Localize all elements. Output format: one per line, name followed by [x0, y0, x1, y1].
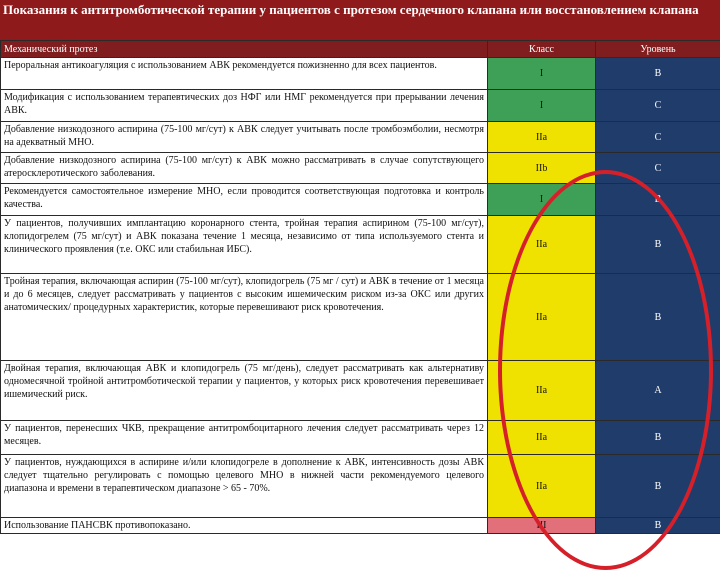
table-row: [1, 455, 720, 518]
row-class: I: [488, 58, 596, 90]
row-text: Двойная терапия, включающая АВК и клопидогрель (75 мг/день), следует рассматривать как альтернативу одномесячной тройной антитромботической терапии у пациентов, у которых риск кровотечения перевешивает ишемический риск.: [1, 361, 488, 421]
row-level: B: [596, 518, 720, 534]
row-level: B: [596, 274, 720, 361]
row-level: B: [596, 58, 720, 90]
row-text: У пациентов, перенесших ЧКВ, прекращение антитромбоцитарного лечения следует рассматривать через 12 месяцев.: [1, 421, 488, 455]
row-text: Пероральная антикоагуляция с использованием АВК рекомендуется пожизненно для всех пациентов.: [1, 58, 488, 90]
row-text: Добавление низкодозного аспирина (75-100 мг/сут) к АВК можно рассматривать в случае сопутствующего атеросклеротического заболевания.: [1, 153, 488, 184]
row-class: IIa: [488, 421, 596, 455]
table-row: [1, 216, 720, 274]
row-text: Модификация с использованием терапевтических доз НФГ или НМГ рекомендуется при прерывании лечения АВК.: [1, 90, 488, 122]
row-class: IIa: [488, 216, 596, 274]
row-text: У пациентов, нуждающихся в аспирине и/или клопидогреле в дополнение к АВК, интенсивность дозы АВК следует тщательно регулировать с помощью целевого МНО в нижней части рекомендуемого целевого диапазона и времени в терапевтическом диапазоне > 65 - 70%.: [1, 455, 488, 518]
row-text: Рекомендуется самостоятельное измерение МНО, если проводится соответствующая подготовка и контроль качества.: [1, 184, 488, 216]
row-text: Добавление низкодозного аспирина (75-100 мг/сут) к АВК следует учитывать после тромбоэмболии, несмотря на адекватный МНО.: [1, 122, 488, 153]
row-class: I: [488, 90, 596, 122]
row-level: B: [596, 184, 720, 216]
slide-title: Показания к антитромботической терапии у пациентов с протезом сердечного клапана или восстановлением клапана: [0, 0, 720, 40]
row-class: IIa: [488, 455, 596, 518]
row-level: C: [596, 90, 720, 122]
table-row: [1, 122, 720, 153]
row-class: III: [488, 518, 596, 534]
table-row: [1, 153, 720, 184]
table-row: [1, 361, 720, 421]
row-class: IIb: [488, 153, 596, 184]
row-class: IIa: [488, 361, 596, 421]
row-text: У пациентов, получивших имплантацию коронарного стента, тройная терапия аспирином (75-100 мг/сут), клопидогрелем (75 мг/сут) и АВК показана течение 1 месяца, независимо от типа используемого стента и клинического проявления (т.е. ОКС или стабильная ИБС).: [1, 216, 488, 274]
header-prosthesis: Механический протез: [1, 41, 488, 58]
table-row: [1, 274, 720, 361]
header-row: [1, 41, 720, 58]
recommendations-table: [0, 40, 720, 534]
table-row: [1, 184, 720, 216]
table-row: [1, 58, 720, 90]
row-level: B: [596, 455, 720, 518]
row-class: IIa: [488, 122, 596, 153]
header-class: Класс: [488, 41, 596, 58]
row-level: B: [596, 421, 720, 455]
header-level: Уровень: [596, 41, 720, 58]
row-level: C: [596, 122, 720, 153]
table-row: [1, 421, 720, 455]
row-level: A: [596, 361, 720, 421]
row-text: Использование ПАНСВК противопоказано.: [1, 518, 488, 534]
row-class: IIa: [488, 274, 596, 361]
row-class: I: [488, 184, 596, 216]
row-level: C: [596, 153, 720, 184]
row-text: Тройная терапия, включающая аспирин (75-100 мг/сут), клопидогрель (75 мг / сут) и АВК в течение от 1 месяца и до 6 месяцев, следует рассматривать у пациентов с высоким ишемическим риском из-за ОКС или других анатомических/ процедурных характеристик, которые перевешивают риск кровотечения.: [1, 274, 488, 361]
row-level: B: [596, 216, 720, 274]
table-row: [1, 518, 720, 534]
table-row: [1, 90, 720, 122]
